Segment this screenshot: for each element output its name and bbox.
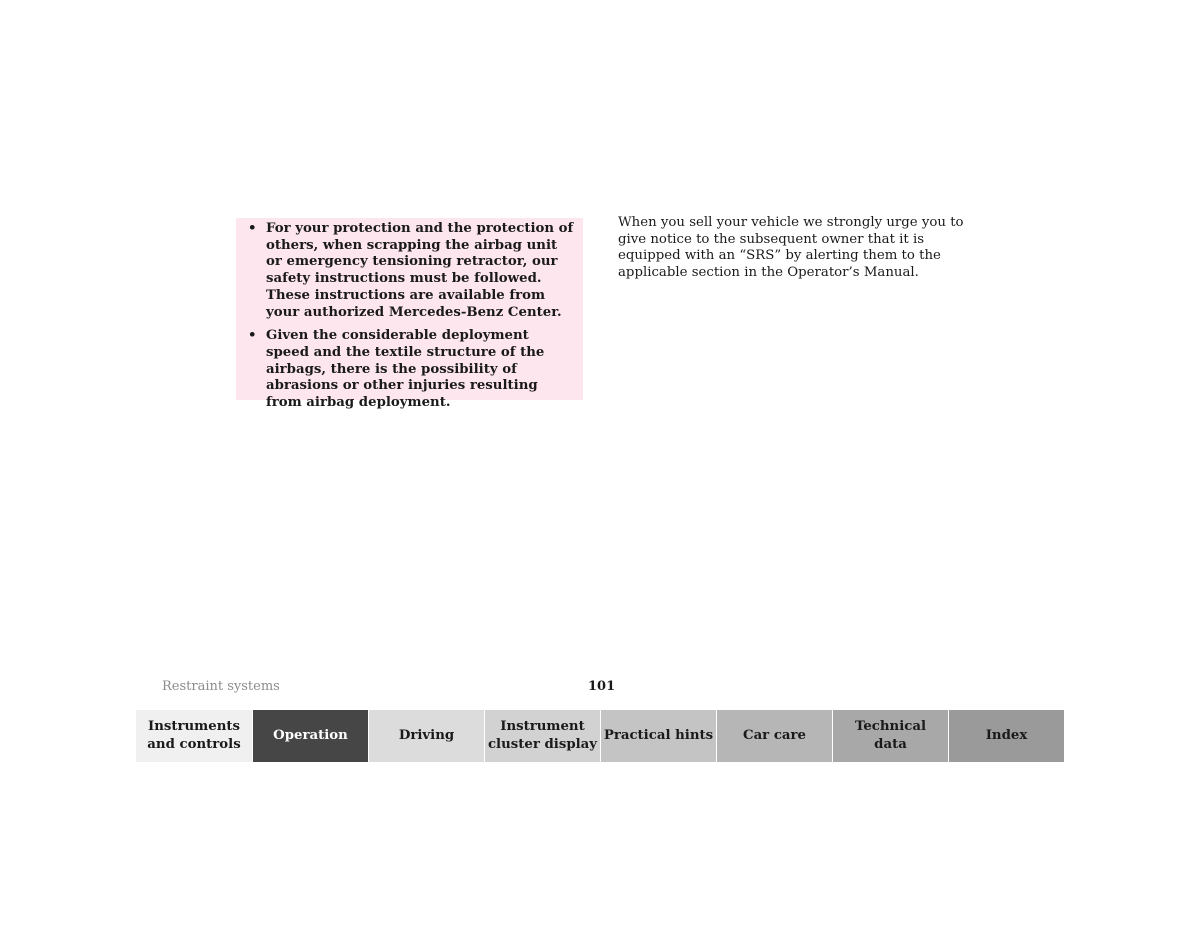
tab-practical-hints[interactable]: Practical hints bbox=[600, 710, 716, 762]
bullet-icon: • bbox=[248, 328, 257, 344]
warning-item bbox=[248, 221, 575, 321]
tab-instruments-and-controls[interactable]: Instruments and controls bbox=[136, 710, 252, 762]
page-number: 101 bbox=[588, 679, 616, 694]
tab-instrument-cluster-display[interactable]: Instrument cluster display bbox=[484, 710, 600, 762]
tab-index[interactable]: Index bbox=[948, 710, 1064, 762]
bullet-icon: • bbox=[248, 221, 257, 236]
tab-car-care[interactable]: Car care bbox=[716, 710, 832, 762]
chapter-nav bbox=[136, 710, 1064, 762]
warning-list bbox=[248, 221, 575, 412]
warning-item bbox=[248, 328, 575, 412]
tab-technical-data[interactable]: Technical data bbox=[832, 710, 948, 762]
body-paragraph: When you sell your vehicle we strongly urge you to give notice to the subsequent owner that it is equipped with an “SRS” by alerting them to the applicable section in the Operator’s Manual. bbox=[618, 215, 964, 281]
warning-box bbox=[236, 218, 583, 411]
warning-text: For your protection and the protection of others, when scrapping the airbag unit or emergency tensioning retractor, our safety instructions must be followed. These instructions are available from your authorized Mercedes-Benz Center. bbox=[266, 221, 574, 320]
warning-text: Given the considerable deployment speed and the textile structure of the airbags, there is the possibility of abrasions or other injuries resulting from airbag deployment. bbox=[266, 328, 545, 411]
section-title: Restraint systems bbox=[162, 679, 280, 694]
tab-operation[interactable]: Operation bbox=[252, 710, 368, 762]
tab-driving[interactable]: Driving bbox=[368, 710, 484, 762]
